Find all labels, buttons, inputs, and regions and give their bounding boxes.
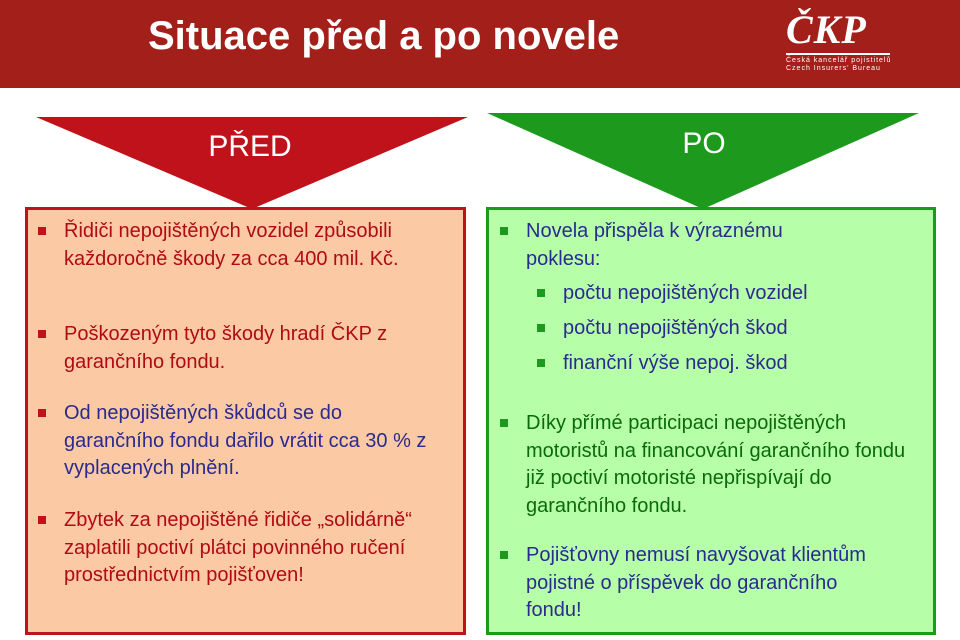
bullet-square-icon [38, 227, 46, 235]
logo-divider [786, 53, 890, 55]
header-bar [0, 0, 960, 88]
after-subitem-2: počtu nepojištěných škod [563, 315, 903, 343]
bullet-square-icon [500, 227, 508, 235]
bullet-square-icon [537, 289, 545, 297]
logo-line-2: Czech Insurers' Bureau [786, 65, 881, 72]
after-item-2: Díky přímé participaci nepojištěných motoristů na financování garančního fondu již poctiví motoristé nepřispívají do garančního fondu. [526, 410, 926, 520]
bullet-square-icon [38, 409, 46, 417]
before-label: PŘED [208, 130, 292, 163]
after-subitem-3: finanční výše nepoj. škod [563, 350, 903, 378]
logo-line-1: Česká kancelář pojistitelů [786, 57, 892, 64]
bullet-square-icon [38, 516, 46, 524]
bullet-square-icon [537, 359, 545, 367]
logo-mark: ČKP [786, 7, 867, 52]
bullet-square-icon [500, 419, 508, 427]
after-item-3: Pojišťovny nemusí navyšovat klientům pojistné o příspěvek do garančního fondu! [526, 542, 896, 625]
page-title: Situace před a po novele [148, 14, 620, 58]
before-item-3: Od nepojištěných škůdců se do garančního fondu dařilo vrátit cca 30 % z vyplacených plnění. [64, 400, 434, 483]
before-item-2: Poškozeným tyto škody hradí ČKP z garančního fondu. [64, 321, 454, 376]
before-item-1: Řidiči nepojištěných vozidel způsobili každoročně škody za cca 400 mil. Kč. [64, 218, 434, 273]
bullet-square-icon [537, 324, 545, 332]
after-item-1: Novela přispěla k výraznému poklesu: [526, 218, 856, 273]
before-item-4: Zbytek za nepojištěné řidiče „solidárně“ zaplatili poctiví plátci povinného ručení prostřednictvím pojišťoven! [64, 507, 444, 590]
bullet-square-icon [500, 551, 508, 559]
bullet-square-icon [38, 330, 46, 338]
ckp-logo [786, 8, 926, 78]
after-subitem-1: počtu nepojištěných vozidel [563, 280, 903, 308]
after-label: PO [682, 127, 726, 160]
